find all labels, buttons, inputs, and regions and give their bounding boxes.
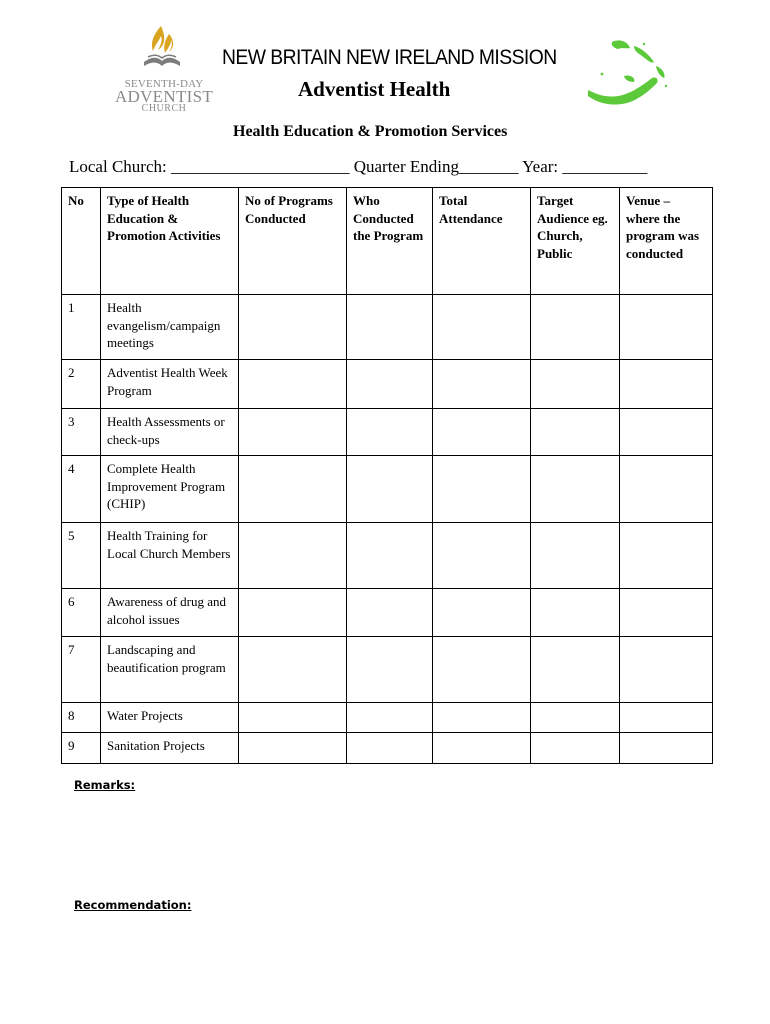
department-title: Adventist Health — [298, 77, 451, 101]
activity-name: Awareness of drug and alcohol issues — [101, 589, 239, 637]
col-header-attendance: Total Attendance — [433, 188, 531, 295]
table-row — [62, 637, 713, 703]
activity-name: Health evangelism/campaign meetings — [101, 295, 239, 360]
row-number: 2 — [62, 360, 101, 409]
col-header-venue: Venue – where the program was conducted — [620, 188, 713, 295]
island-map-icon — [584, 36, 674, 108]
attendance-cell[interactable] — [433, 360, 531, 409]
activity-name: Adventist Health Week Program — [101, 360, 239, 409]
venue-cell[interactable] — [620, 360, 713, 409]
conductor-cell[interactable] — [347, 295, 433, 360]
venue-cell[interactable] — [620, 523, 713, 589]
table-row — [62, 456, 713, 523]
conductor-cell[interactable] — [347, 733, 433, 764]
programs-cell[interactable] — [239, 409, 347, 456]
attendance-cell[interactable] — [433, 637, 531, 703]
attendance-cell[interactable] — [433, 456, 531, 523]
row-number: 3 — [62, 409, 101, 456]
logo-text-church: CHURCH — [141, 103, 187, 114]
table-row — [62, 703, 713, 733]
table-row — [62, 733, 713, 764]
activity-name: Landscaping and beautification program — [101, 637, 239, 703]
attendance-cell[interactable] — [433, 409, 531, 456]
audience-cell[interactable] — [531, 703, 620, 733]
table-row — [62, 409, 713, 456]
venue-cell[interactable] — [620, 637, 713, 703]
activity-name: Health Assessments or check-ups — [101, 409, 239, 456]
row-number: 9 — [62, 733, 101, 764]
attendance-cell[interactable] — [433, 523, 531, 589]
audience-cell[interactable] — [531, 295, 620, 360]
table-header-row — [62, 188, 713, 295]
activity-name: Water Projects — [101, 703, 239, 733]
audience-cell[interactable] — [531, 589, 620, 637]
audience-cell[interactable] — [531, 456, 620, 523]
col-header-programs: No of Programs Conducted — [239, 188, 347, 295]
attendance-cell[interactable] — [433, 295, 531, 360]
conductor-cell[interactable] — [347, 360, 433, 409]
col-header-conductor: Who Conducted the Program — [347, 188, 433, 295]
audience-cell[interactable] — [531, 733, 620, 764]
audience-cell[interactable] — [531, 409, 620, 456]
activity-name: Health Training for Local Church Members — [101, 523, 239, 589]
programs-cell[interactable] — [239, 733, 347, 764]
row-number: 5 — [62, 523, 101, 589]
activities-table — [61, 187, 713, 764]
col-header-no: No — [62, 188, 101, 295]
remarks-label: Remarks: — [74, 778, 136, 792]
programs-cell[interactable] — [239, 703, 347, 733]
attendance-cell[interactable] — [433, 733, 531, 764]
table-row — [62, 295, 713, 360]
conductor-cell[interactable] — [347, 703, 433, 733]
programs-cell[interactable] — [239, 589, 347, 637]
venue-cell[interactable] — [620, 589, 713, 637]
programs-cell[interactable] — [239, 637, 347, 703]
conductor-cell[interactable] — [347, 589, 433, 637]
audience-cell[interactable] — [531, 523, 620, 589]
adventist-logo — [112, 24, 216, 116]
programs-cell[interactable] — [239, 523, 347, 589]
programs-cell[interactable] — [239, 360, 347, 409]
row-number: 1 — [62, 295, 101, 360]
conductor-cell[interactable] — [347, 409, 433, 456]
table-row — [62, 360, 713, 409]
venue-cell[interactable] — [620, 733, 713, 764]
programs-cell[interactable] — [239, 456, 347, 523]
row-number: 8 — [62, 703, 101, 733]
logo-text-adventist: ADVENTIST — [114, 87, 214, 106]
activity-name: Sanitation Projects — [101, 733, 239, 764]
attendance-cell[interactable] — [433, 703, 531, 733]
table-row — [62, 523, 713, 589]
venue-cell[interactable] — [620, 703, 713, 733]
logo-text-seventh-day: SEVENTH-DAY — [124, 78, 204, 90]
row-number: 7 — [62, 637, 101, 703]
flame-bible-icon — [142, 24, 182, 72]
form-subtitle: Health Education & Promotion Services — [233, 123, 508, 140]
conductor-cell[interactable] — [347, 523, 433, 589]
col-header-audience: Target Audience eg. Church, Public — [531, 188, 620, 295]
activity-name: Complete Health Improvement Program (CHIP) — [101, 456, 239, 523]
header-fields-line[interactable]: Local Church: _____________________ Quarter Ending_______ Year: __________ — [69, 157, 648, 176]
col-header-activity: Type of Health Education & Promotion Activities — [101, 188, 239, 295]
table-row — [62, 589, 713, 637]
venue-cell[interactable] — [620, 409, 713, 456]
row-number: 4 — [62, 456, 101, 523]
row-number: 6 — [62, 589, 101, 637]
venue-cell[interactable] — [620, 295, 713, 360]
conductor-cell[interactable] — [347, 637, 433, 703]
venue-cell[interactable] — [620, 456, 713, 523]
mission-title: NEW BRITAIN NEW IRELAND MISSION — [222, 46, 557, 69]
audience-cell[interactable] — [531, 360, 620, 409]
programs-cell[interactable] — [239, 295, 347, 360]
conductor-cell[interactable] — [347, 456, 433, 523]
recommendation-label: Recommendation: — [74, 898, 192, 912]
audience-cell[interactable] — [531, 637, 620, 703]
attendance-cell[interactable] — [433, 589, 531, 637]
